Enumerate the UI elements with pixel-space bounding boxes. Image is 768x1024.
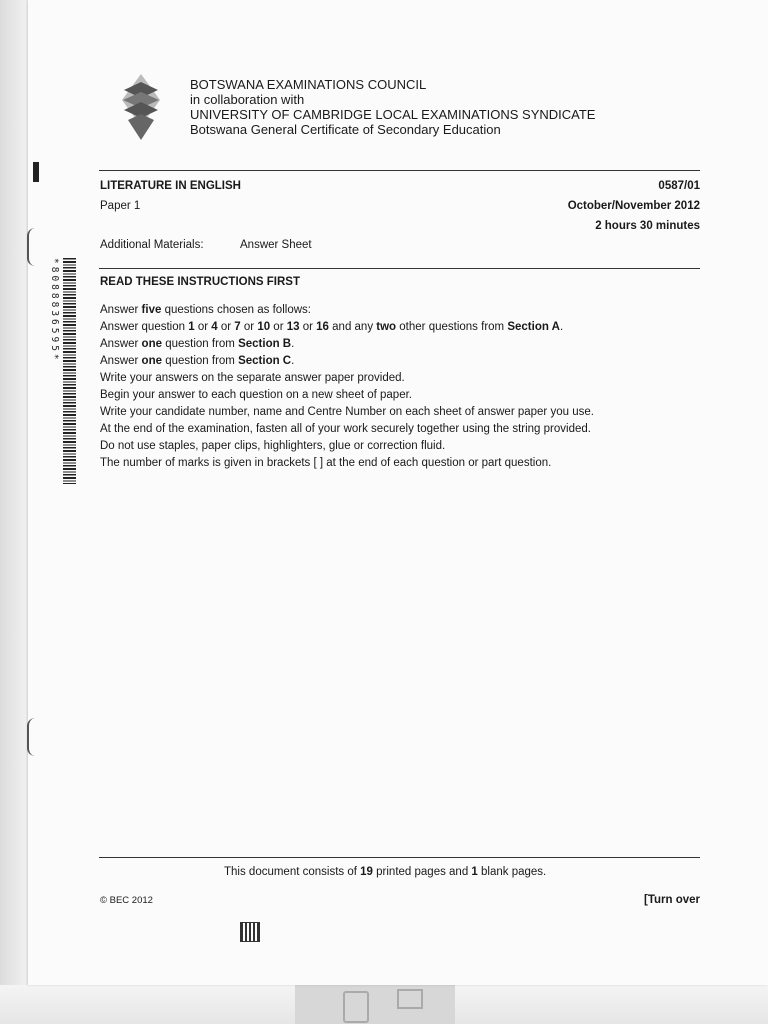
instruction-line: Answer one question from Section C.: [100, 355, 295, 367]
collaboration-text: in collaboration with: [190, 92, 305, 107]
instruction-line: Answer one question from Section B.: [100, 338, 295, 350]
council-name: BOTSWANA EXAMINATIONS COUNCIL: [190, 77, 427, 92]
exam-duration: 2 hours 30 minutes: [595, 220, 700, 232]
exam-session: October/November 2012: [567, 200, 700, 212]
page-count-note: This document consists of 19 printed pages and 1 blank pages.: [224, 866, 547, 878]
barcode-number: *8088836595*: [49, 258, 60, 363]
qr-code-icon: [240, 922, 260, 942]
scanner-tab: [295, 985, 455, 1024]
exam-cover-page: [28, 0, 768, 985]
mid-rule: [99, 268, 700, 269]
bec-logo-icon: [120, 74, 162, 140]
materials-value: Answer Sheet: [240, 239, 312, 251]
barcode: [50, 254, 86, 494]
instruction-line: Do not use staples, paper clips, highlighters, glue or correction fluid.: [100, 440, 446, 452]
barcode-bars: [63, 258, 76, 484]
instruction-line: Begin your answer to each question on a new sheet of paper.: [100, 389, 412, 401]
instruction-line: At the end of the examination, fasten all of your work securely together using the string provided.: [100, 423, 591, 435]
university-name: UNIVERSITY OF CAMBRIDGE LOCAL EXAMINATIONS SYNDICATE: [190, 107, 596, 122]
scan-left-edge: [0, 0, 28, 1024]
materials-label: Additional Materials:: [100, 239, 204, 251]
instruction-line: Answer five questions chosen as follows:: [100, 304, 311, 316]
paper-code: 0587/01: [658, 180, 700, 192]
instruction-line: Write your candidate number, name and Centre Number on each sheet of answer paper you use.: [100, 406, 594, 418]
margin-marker: [33, 162, 39, 182]
instruction-line: Write your answers on the separate answer paper provided.: [100, 372, 405, 384]
binding-mark-lower: [27, 718, 37, 756]
instruction-line: Answer question 1 or 4 or 7 or 10 or 13 or 16 and any two other questions from Section A.: [100, 321, 564, 333]
turn-over: [Turn over: [643, 894, 700, 906]
subject-title: LITERATURE IN ENGLISH: [100, 180, 241, 192]
footer-rule: [99, 857, 700, 858]
top-rule: [99, 170, 700, 171]
binding-mark-upper: [27, 228, 37, 266]
copyright: © BEC 2012: [100, 895, 153, 906]
certificate-name: Botswana General Certificate of Secondary Education: [190, 122, 501, 137]
instructions-heading: READ THESE INSTRUCTIONS FIRST: [100, 276, 300, 288]
paper-number: Paper 1: [100, 200, 141, 212]
instruction-line: The number of marks is given in brackets [ ] at the end of each question or part question.: [100, 457, 552, 469]
instructions-list: [100, 302, 700, 472]
